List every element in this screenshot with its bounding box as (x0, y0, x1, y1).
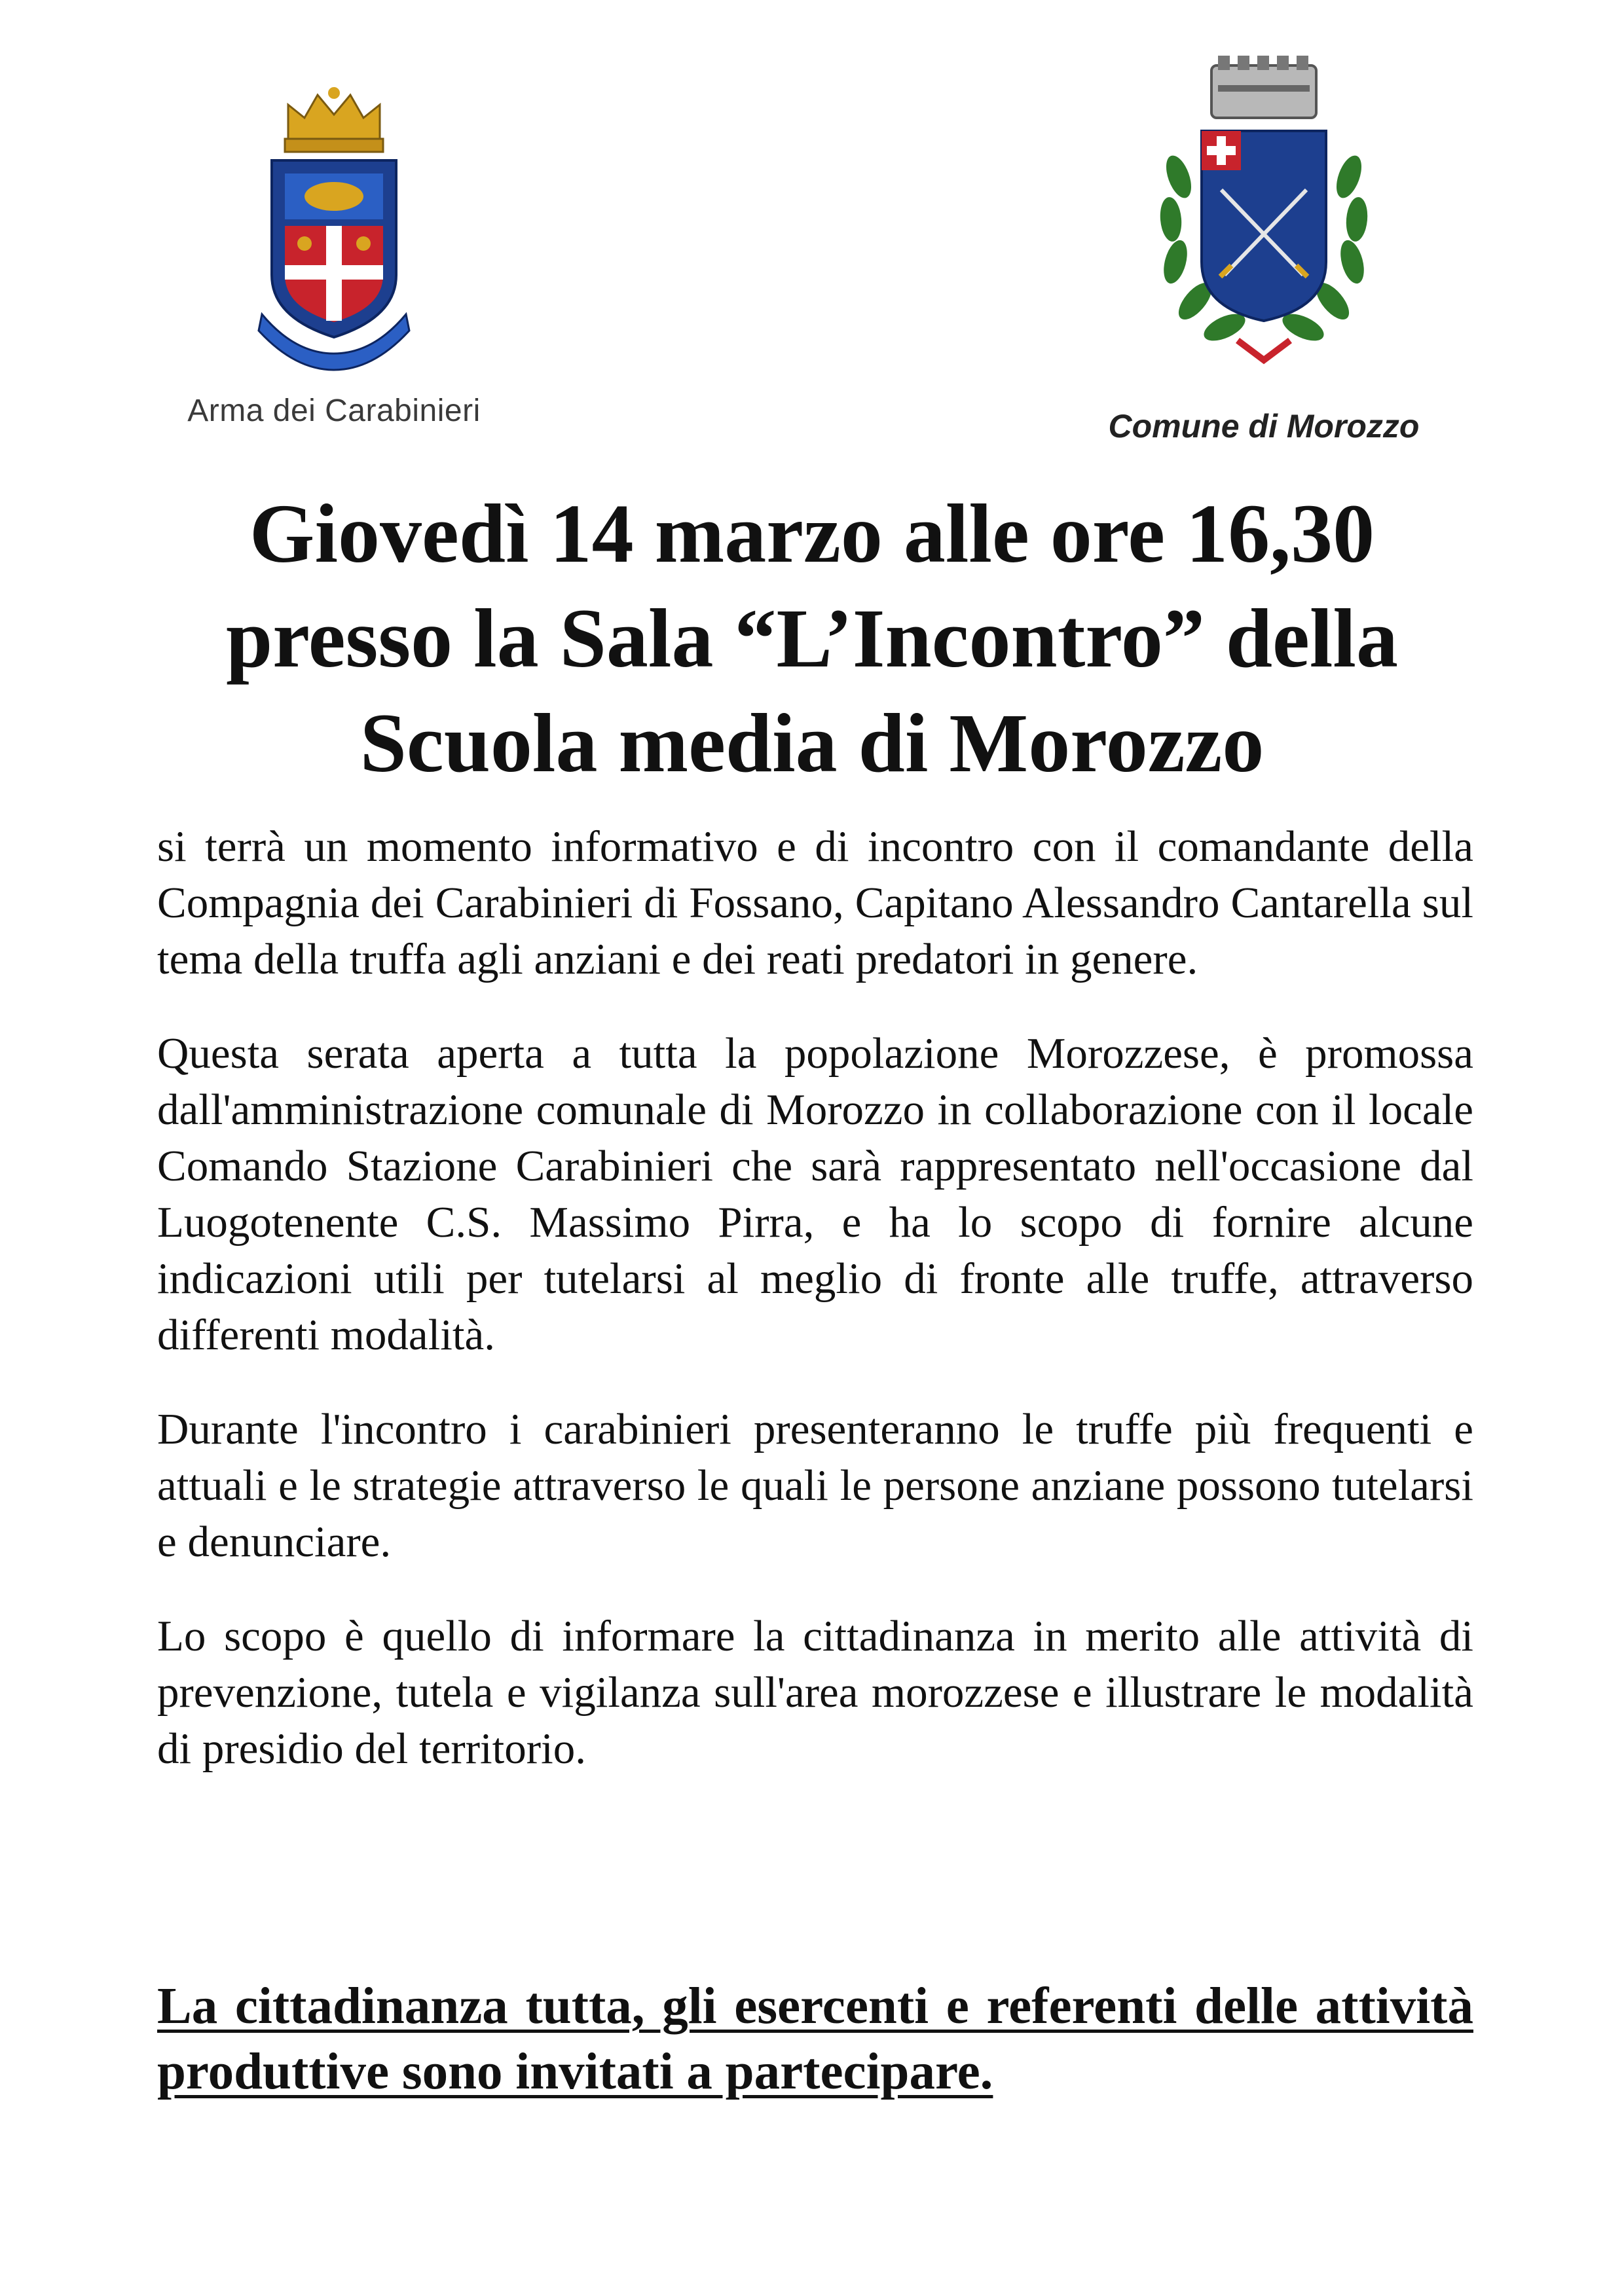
carabinieri-logo (157, 79, 511, 429)
paragraph-intro: si terrà un momento informativo e di incontro con il comandante della Compagnia dei Carabinieri di Fossano, Capitano Alessandro Cantarella sul tema della truffa agli anziani e dei reati predatori in genere. (157, 822, 1473, 983)
carabinieri-caption: Arma dei Carabinieri (187, 393, 481, 428)
morozzo-coat-of-arms-icon (1139, 52, 1388, 380)
body-text (157, 818, 1473, 1815)
carabinieri-coat-of-arms-icon (249, 79, 419, 373)
headline-line-3: Scuola media di Morozzo (360, 697, 1264, 790)
headline-line-1: Giovedì 14 marzo alle ore 16,30 (249, 487, 1375, 580)
paragraph-content: Durante l'incontro i carabinieri presenteranno le truffe più frequenti e attuali e le strategie attraverso le quali le persone anziane possono tutelarsi e denunciare. (157, 1405, 1473, 1566)
morozzo-caption: Comune di Morozzo (1108, 408, 1420, 445)
headline (131, 481, 1493, 795)
headline-line-2: presso la Sala “L’Incontro” della (226, 592, 1398, 685)
closing-invitation: La cittadinanza tutta, gli esercenti e referenti delle attività produttive sono invitati a partecipare. (157, 1978, 1473, 2100)
paragraph-event: Questa serata aperta a tutta la popolazione Morozzese, è promossa dall'amministrazione comunale di Morozzo in collaborazione con il locale Comando Stazione Carabinieri che sarà rappresentato nell'occasione dal Luogotenente C.S. Massimo Pirra, e ha lo scopo di fornire alcune indicazioni utili per tutelarsi al meglio di fronte alle truffe, attraverso differenti modalità. (157, 1029, 1473, 1359)
paragraph-purpose: Lo scopo è quello di informare la cittadinanza in merito alle attività di prevenzione, tutela e vigilanza sull'area morozzese e illustrare le modalità di presidio del territorio. (157, 1612, 1473, 1773)
morozzo-logo (1080, 52, 1447, 445)
